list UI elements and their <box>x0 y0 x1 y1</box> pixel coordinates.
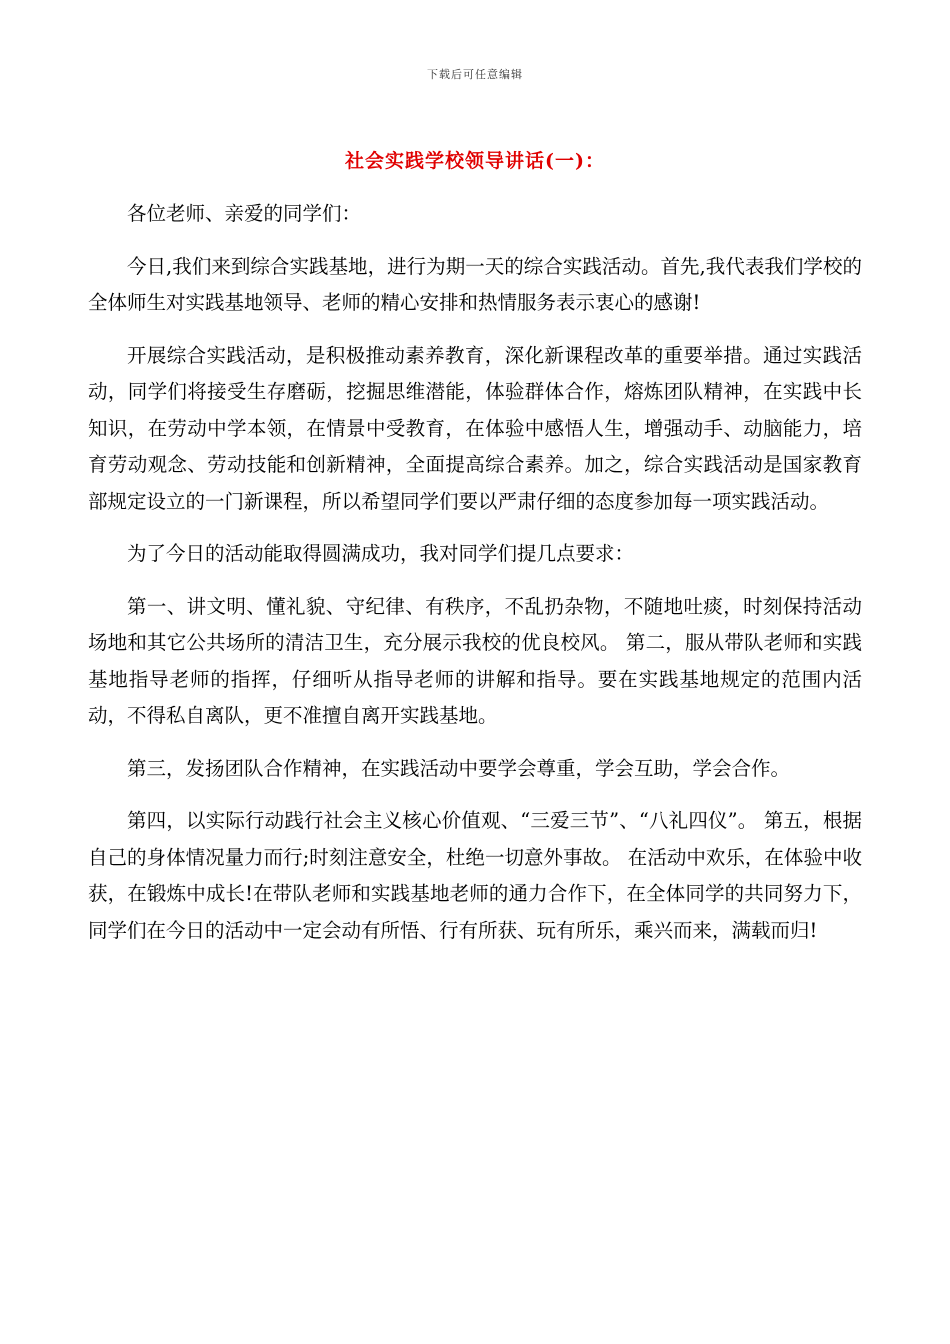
requirements-intro-paragraph: 为了今日的活动能取得圆满成功，我对同学们提几点要求： <box>127 542 635 565</box>
requirement-one-two-paragraph: 第一、讲文明、懂礼貌、守纪律、有秩序，不乱扔杂物，不随地吐痰，时刻保持活动场地和其它公共场所的清洁卫生，充分展示我校的优良校风。 第二，服从带队老师和实践基地指导老师的指挥，仔细听从指导老师的讲解和指导。要在实践基地规定的范围内活动，不得私自离队，更不准擅自离开实践基地。 <box>88 594 862 727</box>
requirement-three-paragraph: 第三，发扬团队合作精神，在实践活动中要学会尊重，学会互助，学会合作。 <box>127 756 791 780</box>
purpose-paragraph: 开展综合实践活动，是积极推动素养教育，深化新课程改革的重要举措。通过实践活动，同学们将接受生存磨砺，挖掘思维潜能，体验群体合作，熔炼团队精神，在实践中长知识，在劳动中学本领，在情景中受教育，在体验中感悟人生，增强动手、动脑能力，培育劳动观念、劳动技能和创新精神，全面提高综合素养。加之，综合实践活动是国家教育部规定设立的一门新课程，所以希望同学们要以严肃仔细的态度参加每一项实践活动。 <box>88 343 862 513</box>
page-header-note: 下载后可任意编辑 <box>427 68 523 81</box>
document-body <box>88 196 862 965</box>
greeting-paragraph: 各位老师、亲爱的同学们： <box>127 202 362 225</box>
opening-paragraph: 今日,我们来到综合实践基地，进行为期一天的综合实践活动。首先,我代表我们学校的全体师生对实践基地领导、老师的精心安排和热情服务表示衷心的感谢! <box>88 254 862 314</box>
document-title: 社会实践学校领导讲话(一)： <box>345 150 605 172</box>
requirement-four-five-closing-paragraph: 第四，以实际行动践行社会主义核心价值观、“三爱三节”、“八礼四仪”。 第五，根据自己的身体情况量力而行;时刻注意安全，杜绝一切意外事故。 在活动中欢乐，在体验中收获，在锻炼中成长!在带队老师和实践基地老师的通力合作下，在全体同学的共同努力下，同学们在今日的活动中一定会动有所悟、行有所获、玩有所乐，乘兴而来，满载而归! <box>88 809 862 942</box>
